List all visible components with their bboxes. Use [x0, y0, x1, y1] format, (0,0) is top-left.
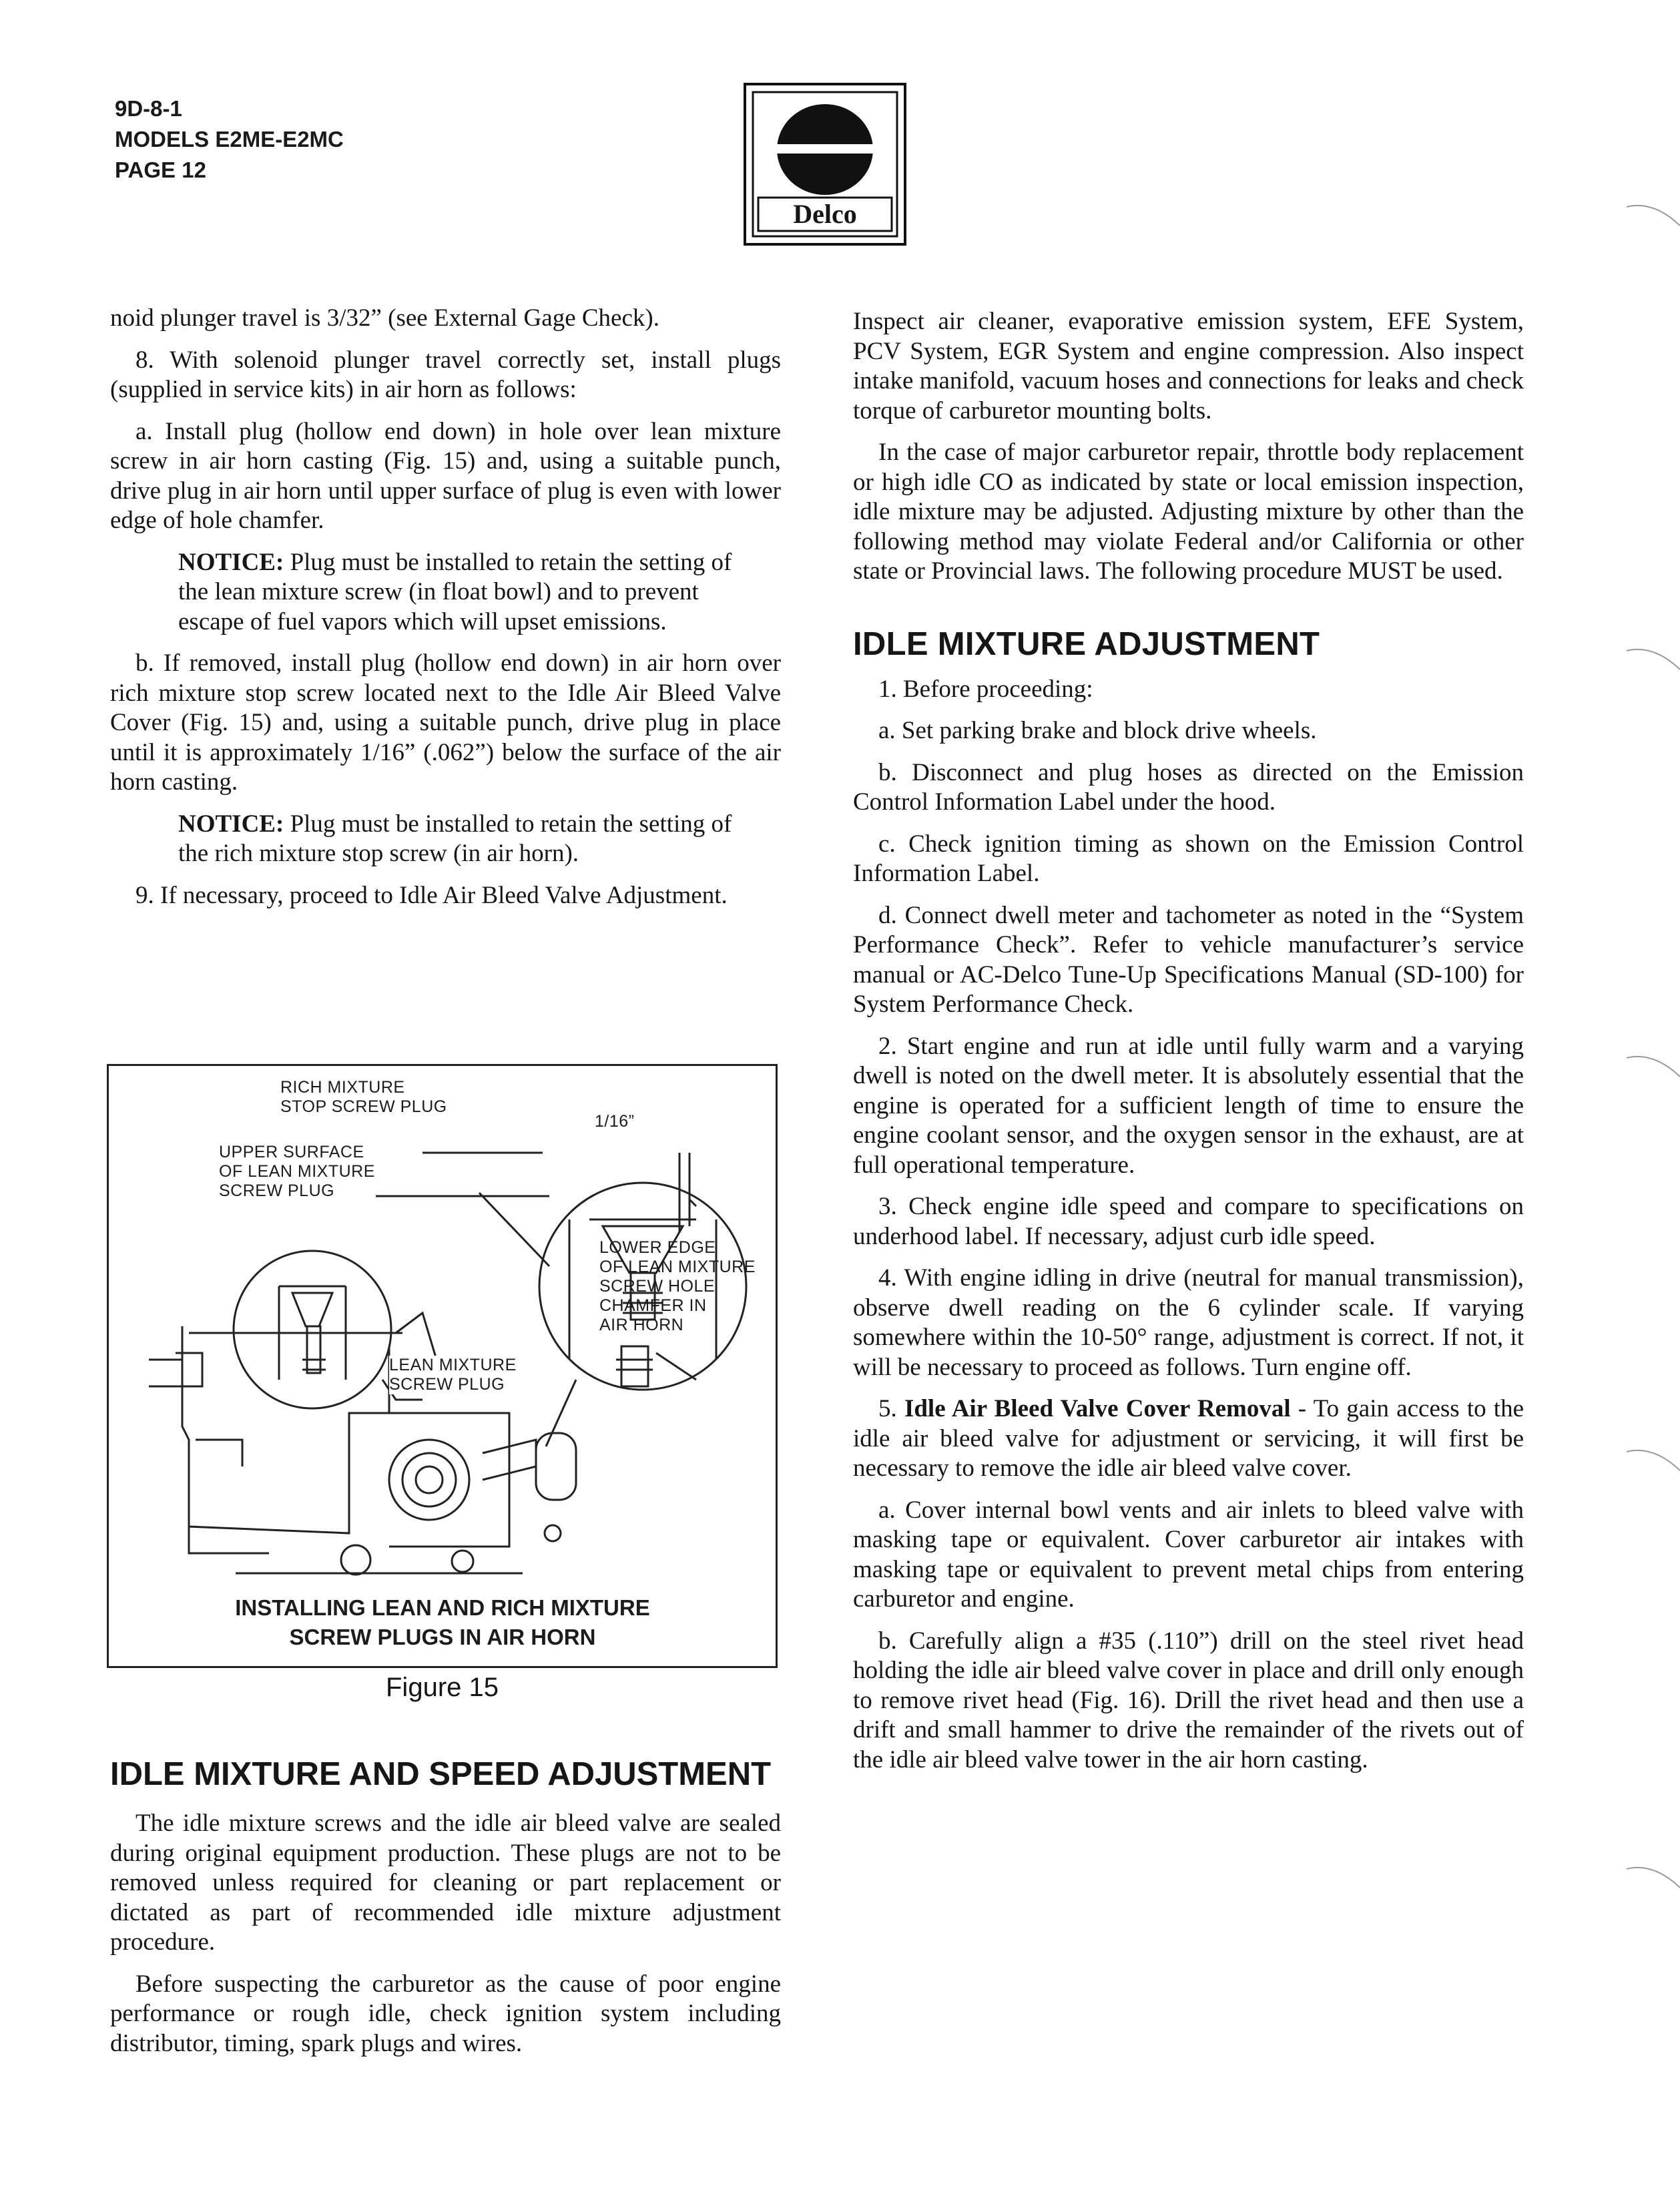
notice-text: Plug must be installed to retain the setting of the rich mixture stop screw (in air horn). [178, 810, 732, 867]
step: b. Carefully align a #35 (.110”) drill on the steel rivet head holding the idle air bleed valve cover in place and drill only enough to remove rivet head (Fig. 16). Drill the rivet head and then use a drift and small hammer to drive the remainder of the rivets out of the idle air bleed valve tower in the air horn casting. [853, 1627, 1524, 1773]
caption-line-2: SCREW PLUGS IN AIR HORN [289, 1625, 596, 1649]
label-rich-mixture-2: STOP SCREW PLUG [280, 1097, 447, 1116]
label-lower-edge-4: CHAMFER IN [599, 1296, 707, 1315]
step-rest: - To gain access to the idle air bleed valve for adjustment or servicing, it will first be necessary to remove the idle air bleed valve cover. [853, 1395, 1524, 1482]
left-column [110, 304, 781, 922]
notice-label: NOTICE: [178, 810, 284, 838]
label-lean-mixture-2: SCREW PLUG [389, 1375, 505, 1394]
delco-logo [744, 83, 906, 246]
paragraph: noid plunger travel is 3/32” (see External Gage Check). [110, 304, 659, 332]
notice-label: NOTICE: [178, 548, 284, 576]
step: 3. Check engine idle speed and compare to specifications on underhood label. If necessary, adjust curb idle speed. [853, 1193, 1524, 1250]
step-prefix: 5. [878, 1395, 904, 1422]
caption-line-1: INSTALLING LEAN AND RICH MIXTURE [235, 1595, 650, 1620]
step [853, 1394, 1524, 1484]
label-upper-surface-2: OF LEAN MIXTURE [219, 1162, 375, 1181]
label-upper-surface-3: SCREW PLUG [219, 1181, 335, 1200]
label-lower-edge-1: LOWER EDGE [599, 1238, 716, 1257]
paragraph: Inspect air cleaner, evaporative emission system, EFE System, PCV System, EGR System and engine compression. Also inspect intake manifold, vacuum hoses and connections for leaks and check torque of carburetor mounting bolts. [853, 308, 1524, 425]
step: c. Check ignition timing as shown on the Emission Control Information Label. [853, 830, 1524, 887]
step: 1. Before proceeding: [878, 675, 1093, 703]
step: a. Cover internal bowl vents and air inlets to bleed valve with masking tape or equivalent. Cover carburetor air intakes with masking tape or equivalent to prevent metal chips from entering carburetor and engine. [853, 1496, 1524, 1613]
paragraph: 9. If necessary, proceed to Idle Air Bleed Valve Adjustment. [135, 881, 728, 909]
figure-15 [107, 1064, 778, 1668]
paragraph: The idle mixture screws and the idle air bleed valve are sealed during original equipment production. These plugs are not to be removed unless required for cleaning or part replacement or dictated as part of recommended idle mixture adjustment procedure. [110, 1810, 781, 1956]
label-rich-mixture-1: RICH MIXTURE [280, 1078, 405, 1097]
left-lower-section [110, 1755, 781, 2071]
paragraph: a. Install plug (hollow end down) in hole over lean mixture screw in air horn casting (Fig. 15) and, using a suitable punch, drive plug in air horn until upper surface of plug is even with lower edge of hole chamfer. [110, 417, 781, 534]
step: b. Disconnect and plug hoses as directed on the Emission Control Information Label under the hood. [853, 758, 1524, 816]
label-lower-edge-3: SCREW HOLE [599, 1277, 716, 1296]
scan-edge-mark [1627, 1862, 1680, 1889]
page-header [115, 93, 344, 186]
label-upper-surface-1: UPPER SURFACE [219, 1143, 364, 1161]
label-lower-edge-5: AIR HORN [599, 1316, 684, 1334]
label-lean-mixture-1: LEAN MIXTURE [389, 1356, 517, 1374]
scan-edge-mark [1627, 1445, 1680, 1472]
right-column [853, 307, 1524, 1787]
logo-text: Delco [793, 199, 857, 229]
section-heading: IDLE MIXTURE ADJUSTMENT [853, 625, 1320, 662]
step: a. Set parking brake and block drive wheels. [878, 717, 1317, 744]
section-heading: IDLE MIXTURE AND SPEED ADJUSTMENT [110, 1756, 772, 1792]
scan-edge-mark [1627, 1051, 1680, 1078]
step-bold: Idle Air Bleed Valve Cover Removal [904, 1395, 1291, 1422]
label-dimension: 1/16” [595, 1112, 635, 1131]
paragraph: 8. With solenoid plunger travel correctly set, install plugs (supplied in service kits) in air horn as follows: [110, 346, 781, 403]
notice [178, 810, 732, 869]
models-line: MODELS E2ME-E2MC [115, 127, 344, 152]
label-lower-edge-2: OF LEAN MIXTURE [599, 1258, 756, 1276]
notice [178, 548, 732, 637]
page-number: PAGE 12 [115, 158, 206, 182]
step: 4. With engine idling in drive (neutral for manual transmission), observe dwell reading on the 6 cylinder scale. If varying somewhere within the 10-50° range, adjustment is correct. If not, it will be necessary to proceed as follows. Turn engine off. [853, 1264, 1524, 1381]
paragraph: In the case of major carburetor repair, throttle body replacement or high idle CO as indicated by state or local emission inspection, idle mixture may be adjusted. Adjusting mixture by other than the following method may violate Federal and/or California or other state or Provincial laws. The following procedure MUST be used. [853, 439, 1524, 585]
figure-number: Figure 15 [386, 1673, 499, 1702]
paragraph: Before suspecting the carburetor as the cause of poor engine performance or rough idle, check ignition system including distributor, timing, spark plugs and wires. [110, 1970, 781, 2057]
section-code: 9D-8-1 [115, 96, 182, 121]
scan-edge-mark [1627, 644, 1680, 671]
step: d. Connect dwell meter and tachometer as noted in the “System Performance Check”. Refer to vehicle manufacturer’s service manual or AC-Delco Tune-Up Specifications Manual (SD-100) for System Performance Check. [853, 901, 1524, 1018]
step: 2. Start engine and run at idle until fully warm and a varying dwell is noted on the dwell meter. It is absolutely essential that the engine is operated for a sufficient length of time to ensure the engine coolant sensor, and the oxygen sensor in the exhaust, are at full operational temperature. [853, 1032, 1524, 1179]
figure-caption [109, 1593, 776, 1652]
scan-edge-mark [1627, 200, 1680, 227]
notice-text: Plug must be installed to retain the setting of the lean mixture screw (in float bowl) and to prevent escape of fuel vapors which will upset emissions. [178, 548, 732, 635]
paragraph: b. If removed, install plug (hollow end down) in air horn over rich mixture stop screw located next to the Idle Air Bleed Valve Cover (Fig. 15) and, using a suitable punch, drive plug in place until it is approximately 1/16” (.062”) below the surface of the air horn casting. [110, 649, 781, 796]
